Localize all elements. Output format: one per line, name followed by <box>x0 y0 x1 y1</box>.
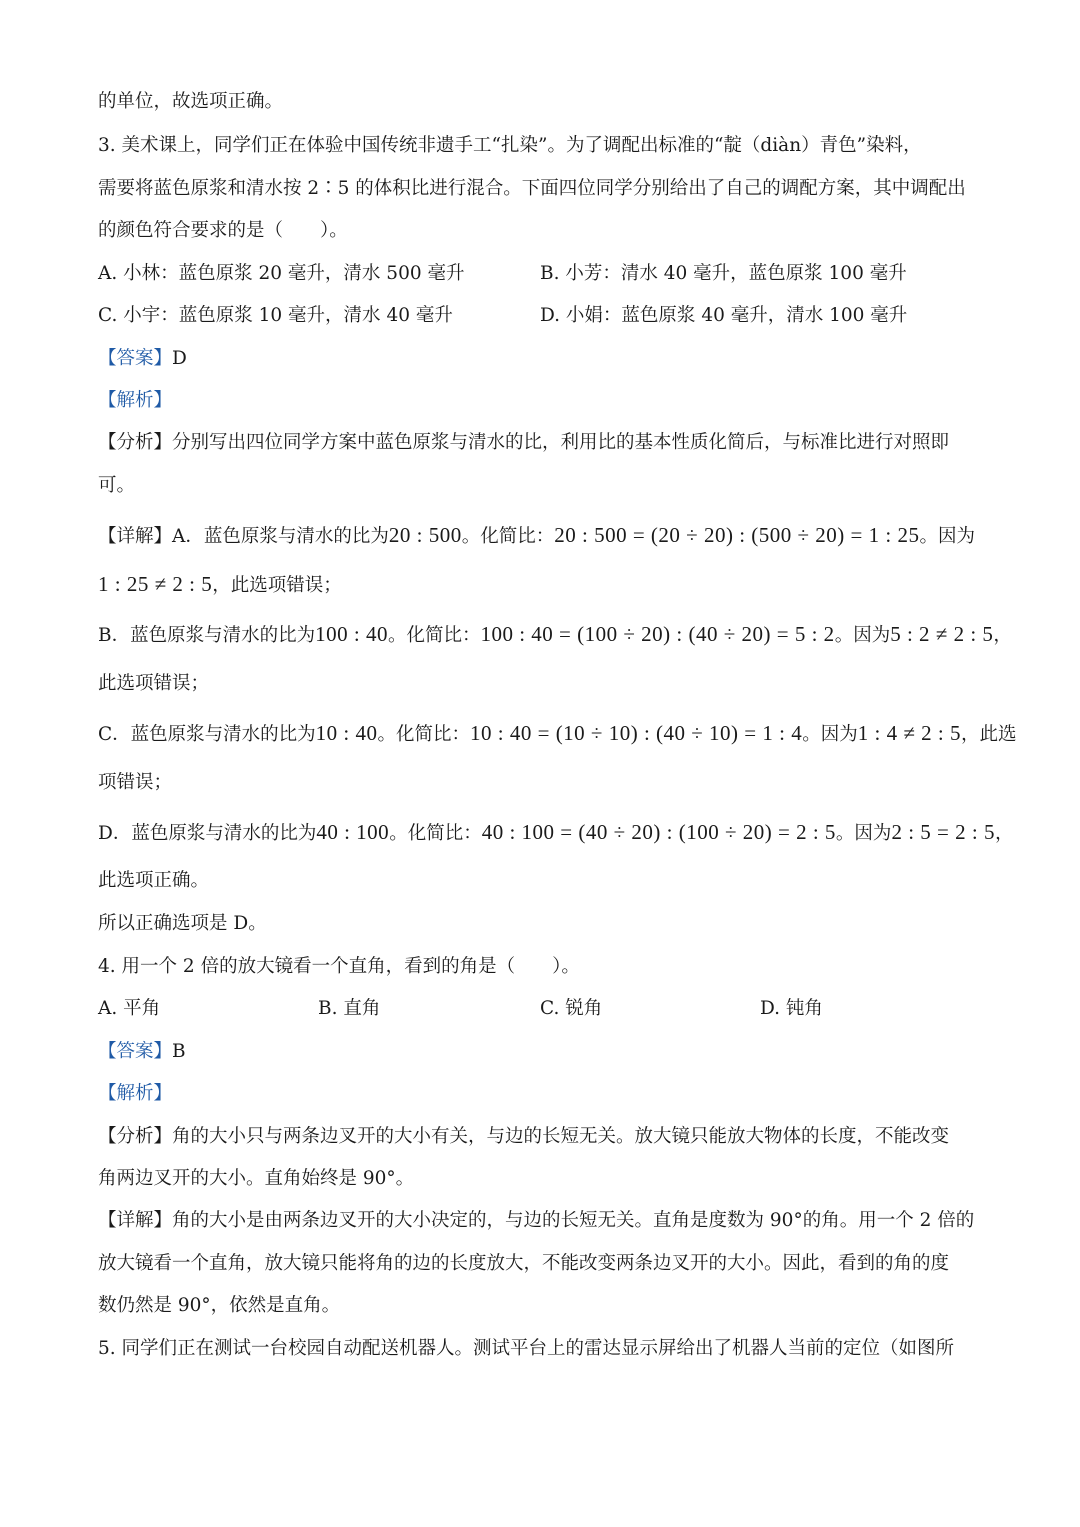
detail-text: ， <box>993 625 1012 646</box>
fenxi-tag: 【分析】 <box>98 432 173 453</box>
detail-text: D．蓝色原浆与清水的比为 <box>98 823 317 844</box>
detail-line: 此选项正确。 <box>98 870 210 891</box>
option-c: C. 锐角 <box>540 998 603 1019</box>
detail-line: 数仍然是 90°，依然是直角。 <box>98 1295 341 1316</box>
detail-text: 。化简比： <box>461 526 555 547</box>
detail-text: A．蓝色原浆与清水的比为 <box>172 526 389 547</box>
detail-line <box>98 721 1016 747</box>
option-b: B. 小芳：清水 40 毫升，蓝色原浆 100 毫升 <box>540 263 907 284</box>
analysis-tag: 【解析】 <box>98 390 173 411</box>
detail-line: 此选项错误； <box>98 673 210 694</box>
math-expression: 10 : 40 = (10 ÷ 10) : (40 ÷ 10) = 1 : 4 <box>470 721 803 745</box>
analysis-heading <box>98 1082 172 1106</box>
answer-value: D <box>172 348 187 369</box>
math-expression: 1 : 25 ≠ 2 : 5 <box>98 572 213 596</box>
analysis-line: 角两边叉开的大小。直角始终是 90°。 <box>98 1168 415 1189</box>
answer-value: B <box>172 1041 186 1062</box>
math-expression: 40 : 100 = (40 ÷ 20) : (100 ÷ 20) = 2 : 5 <box>481 820 836 844</box>
analysis-tag: 【解析】 <box>98 1083 173 1104</box>
math-expression: 40 : 100 <box>316 820 390 844</box>
question-4-stem: 4. 用一个 2 倍的放大镜看一个直角，看到的角是（ ）。 <box>98 956 580 977</box>
math-expression: 100 : 40 <box>315 622 388 646</box>
detail-text: ， <box>994 823 1014 844</box>
answer-line <box>98 1040 186 1064</box>
detail-text: 。化简比： <box>377 724 471 745</box>
detail-line <box>98 820 1013 846</box>
detail-text: 。化简比： <box>387 625 481 646</box>
detail-line: 放大镜看一个直角，放大镜只能将角的边的长度放大，不能改变两条边叉开的大小。因此，看到的角的度 <box>98 1253 950 1274</box>
answer-line <box>98 347 187 371</box>
detail-text: 。因为 <box>802 724 858 745</box>
option-b: B. 直角 <box>318 998 381 1019</box>
xiangjie-tag: 【详解】 <box>98 526 173 547</box>
math-expression: 1 : 4 ≠ 2 : 5 <box>857 721 961 745</box>
detail-text: 角的大小是由两条边叉开的大小决定的，与边的长短无关。直角是度数为 90°的角。用一个 2 倍的 <box>172 1210 975 1231</box>
detail-text: ，此选项错误； <box>212 575 342 596</box>
answer-tag: 【答案】 <box>98 1041 173 1062</box>
question-5-stem: 5. 同学们正在测试一台校园自动配送机器人。测试平台上的雷达显示屏给出了机器人当前的定位（如图所 <box>98 1338 955 1359</box>
detail-text: 。因为 <box>919 526 975 547</box>
math-expression: 5 : 2 ≠ 2 : 5 <box>890 622 994 646</box>
math-expression: 20 : 500 <box>388 523 462 547</box>
detail-line <box>98 622 1012 648</box>
fenxi-text: 分别写出四位同学方案中蓝色原浆与清水的比，利用比的基本性质化简后，与标准比进行对照即 <box>172 432 950 453</box>
detail-line: 项错误； <box>98 772 173 793</box>
detail-line <box>98 572 342 598</box>
question-3-stem: 的颜色符合要求的是（ ）。 <box>98 220 348 241</box>
detail-text: C．蓝色原浆与清水的比为 <box>98 724 316 745</box>
fenxi-text: 角的大小只与两条边叉开的大小有关，与边的长短无关。放大镜只能放大物体的长度，不能改变 <box>172 1126 950 1147</box>
option-d: D. 钝角 <box>760 998 823 1019</box>
option-a: A. 平角 <box>98 998 161 1019</box>
detail-text: 。化简比： <box>389 823 482 844</box>
detail-text: B．蓝色原浆与清水的比为 <box>98 625 316 646</box>
detail-text: 。因为 <box>835 823 892 844</box>
detail-text: ，此选 <box>960 724 1017 745</box>
fenxi-tag: 【分析】 <box>98 1126 173 1147</box>
math-expression: 100 : 40 = (100 ÷ 20) : (40 ÷ 20) = 5 : 2 <box>480 622 835 646</box>
answer-tag: 【答案】 <box>98 348 173 369</box>
detail-line <box>98 523 975 549</box>
detail-text: 。因为 <box>834 625 891 646</box>
text-line: 的单位，故选项正确。 <box>98 91 284 112</box>
option-a: A. 小林：蓝色原浆 20 毫升，清水 500 毫升 <box>98 263 465 284</box>
analysis-line <box>98 1125 949 1149</box>
question-3-stem: 3. 美术课上，同学们正在体验中国传统非遗手工“扎染”。为了调配出标准的“靛（diàn）青色”染料， <box>98 135 922 156</box>
option-d: D. 小娟：蓝色原浆 40 毫升，清水 100 毫升 <box>540 305 908 326</box>
question-3-stem: 需要将蓝色原浆和清水按 2∶5 的体积比进行混合。下面四位同学分别给出了自己的调配方案，其中调配出 <box>98 178 966 199</box>
option-c: C. 小宇：蓝色原浆 10 毫升，清水 40 毫升 <box>98 305 453 326</box>
analysis-line <box>98 431 949 455</box>
math-expression: 10 : 40 <box>315 721 378 745</box>
detail-line <box>98 1209 974 1233</box>
math-expression: 2 : 5 = 2 : 5 <box>891 820 995 844</box>
math-expression: 20 : 500 = (20 ÷ 20) : (500 ÷ 20) = 1 : 25 <box>554 523 920 547</box>
analysis-line: 可。 <box>98 475 136 496</box>
summary-line: 所以正确选项是 D。 <box>98 913 267 934</box>
analysis-heading <box>98 389 172 413</box>
xiangjie-tag: 【详解】 <box>98 1210 173 1231</box>
